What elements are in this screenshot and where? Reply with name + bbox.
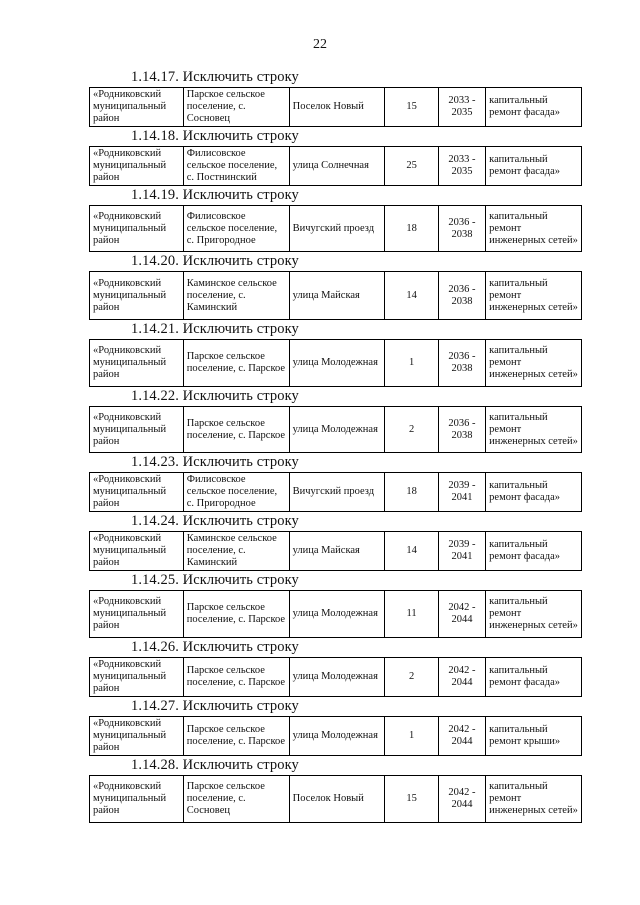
table-row [90, 658, 582, 697]
table-row [90, 272, 582, 320]
entry-block [89, 571, 582, 638]
entry-table [89, 87, 582, 127]
house-number-cell: 11 [385, 591, 438, 638]
entry-table [89, 205, 582, 252]
settlement-cell: Парское сельское поселение, с. Сосновец [183, 88, 289, 127]
period-cell: 2036 - 2038 [438, 272, 485, 320]
street-cell: улица Майская [289, 532, 385, 571]
work-type-cell: капитальный ремонт инженерных сетей» [486, 591, 582, 638]
street-cell: улица Молодежная [289, 591, 385, 638]
district-cell: «Родниковский муниципальный район [90, 473, 184, 512]
period-cell: 2042 - 2044 [438, 717, 485, 756]
entry-block [89, 453, 582, 512]
work-type-cell: капитальный ремонт инженерных сетей» [486, 340, 582, 387]
street-cell: улица Солнечная [289, 147, 385, 186]
work-type-cell: капитальный ремонт фасада» [486, 88, 582, 127]
settlement-cell: Каминское сельское поселение, с. Каминский [183, 532, 289, 571]
entry-block [89, 512, 582, 571]
district-cell: «Родниковский муниципальный район [90, 776, 184, 823]
period-cell: 2036 - 2038 [438, 340, 485, 387]
house-number-cell: 2 [385, 658, 438, 697]
district-cell: «Родниковский муниципальный район [90, 206, 184, 252]
house-number-cell: 18 [385, 473, 438, 512]
entry-heading: 1.14.19. Исключить строку [131, 187, 299, 203]
street-cell: Вичугский проезд [289, 206, 385, 252]
table-row [90, 206, 582, 252]
work-type-cell: капитальный ремонт фасада» [486, 658, 582, 697]
district-cell: «Родниковский муниципальный район [90, 532, 184, 571]
table-row [90, 340, 582, 387]
table-row [90, 717, 582, 756]
entry-table [89, 775, 582, 823]
entry-heading: 1.14.25. Исключить строку [131, 572, 299, 588]
entry-block [89, 320, 582, 387]
document-body [89, 68, 582, 823]
street-cell: улица Молодежная [289, 717, 385, 756]
work-type-cell: капитальный ремонт инженерных сетей» [486, 776, 582, 823]
district-cell: «Родниковский муниципальный район [90, 147, 184, 186]
table-row [90, 591, 582, 638]
settlement-cell: Парское сельское поселение, с. Парское [183, 340, 289, 387]
district-cell: «Родниковский муниципальный район [90, 717, 184, 756]
work-type-cell: капитальный ремонт инженерных сетей» [486, 206, 582, 252]
period-cell: 2033 - 2035 [438, 147, 485, 186]
settlement-cell: Парское сельское поселение, с. Парское [183, 591, 289, 638]
house-number-cell: 2 [385, 407, 438, 453]
street-cell: Поселок Новый [289, 88, 385, 127]
settlement-cell: Каминское сельское поселение, с. Каминский [183, 272, 289, 320]
entry-table [89, 339, 582, 387]
work-type-cell: капитальный ремонт фасада» [486, 473, 582, 512]
house-number-cell: 1 [385, 717, 438, 756]
district-cell: «Родниковский муниципальный район [90, 272, 184, 320]
settlement-cell: Филисовское сельское поселение, с. Постнинский [183, 147, 289, 186]
work-type-cell: капитальный ремонт фасада» [486, 532, 582, 571]
period-cell: 2042 - 2044 [438, 591, 485, 638]
period-cell: 2042 - 2044 [438, 776, 485, 823]
settlement-cell: Филисовское сельское поселение, с. Пригородное [183, 473, 289, 512]
work-type-cell: капитальный ремонт фасада» [486, 147, 582, 186]
entry-heading: 1.14.18. Исключить строку [131, 128, 299, 144]
settlement-cell: Парское сельское поселение, с. Парское [183, 407, 289, 453]
entry-block [89, 186, 582, 252]
district-cell: «Родниковский муниципальный район [90, 88, 184, 127]
house-number-cell: 1 [385, 340, 438, 387]
house-number-cell: 18 [385, 206, 438, 252]
entry-block [89, 756, 582, 823]
table-row [90, 88, 582, 127]
entry-table [89, 271, 582, 320]
entry-table [89, 590, 582, 638]
district-cell: «Родниковский муниципальный район [90, 658, 184, 697]
settlement-cell: Парское сельское поселение, с. Сосновец [183, 776, 289, 823]
entry-heading: 1.14.21. Исключить строку [131, 321, 299, 337]
entry-heading: 1.14.17. Исключить строку [131, 69, 299, 85]
period-cell: 2033 - 2035 [438, 88, 485, 127]
page-number: 22 [313, 37, 327, 52]
table-row [90, 407, 582, 453]
entry-table [89, 531, 582, 571]
work-type-cell: капитальный ремонт крыши» [486, 717, 582, 756]
district-cell: «Родниковский муниципальный район [90, 591, 184, 638]
entry-heading: 1.14.28. Исключить строку [131, 757, 299, 773]
entry-block [89, 638, 582, 697]
entry-block [89, 252, 582, 320]
table-row [90, 532, 582, 571]
entry-table [89, 146, 582, 186]
house-number-cell: 15 [385, 776, 438, 823]
entry-heading: 1.14.20. Исключить строку [131, 253, 299, 269]
work-type-cell: капитальный ремонт инженерных сетей» [486, 407, 582, 453]
street-cell: улица Майская [289, 272, 385, 320]
street-cell: улица Молодежная [289, 340, 385, 387]
settlement-cell: Парское сельское поселение, с. Парское [183, 717, 289, 756]
house-number-cell: 14 [385, 532, 438, 571]
house-number-cell: 14 [385, 272, 438, 320]
entry-heading: 1.14.22. Исключить строку [131, 388, 299, 404]
table-row [90, 776, 582, 823]
street-cell: улица Молодежная [289, 407, 385, 453]
table-row [90, 147, 582, 186]
entry-heading: 1.14.27. Исключить строку [131, 698, 299, 714]
period-cell: 2042 - 2044 [438, 658, 485, 697]
period-cell: 2039 - 2041 [438, 532, 485, 571]
settlement-cell: Филисовское сельское поселение, с. Пригородное [183, 206, 289, 252]
entry-heading: 1.14.23. Исключить строку [131, 454, 299, 470]
period-cell: 2039 - 2041 [438, 473, 485, 512]
entry-block [89, 127, 582, 186]
entry-heading: 1.14.24. Исключить строку [131, 513, 299, 529]
entry-block [89, 387, 582, 453]
entry-block [89, 68, 582, 127]
work-type-cell: капитальный ремонт инженерных сетей» [486, 272, 582, 320]
entry-table [89, 657, 582, 697]
table-row [90, 473, 582, 512]
street-cell: Поселок Новый [289, 776, 385, 823]
entry-heading: 1.14.26. Исключить строку [131, 639, 299, 655]
house-number-cell: 25 [385, 147, 438, 186]
entry-block [89, 697, 582, 756]
settlement-cell: Парское сельское поселение, с. Парское [183, 658, 289, 697]
entry-table [89, 406, 582, 453]
district-cell: «Родниковский муниципальный район [90, 407, 184, 453]
street-cell: Вичугский проезд [289, 473, 385, 512]
house-number-cell: 15 [385, 88, 438, 127]
district-cell: «Родниковский муниципальный район [90, 340, 184, 387]
period-cell: 2036 - 2038 [438, 206, 485, 252]
street-cell: улица Молодежная [289, 658, 385, 697]
entry-table [89, 716, 582, 756]
entry-table [89, 472, 582, 512]
period-cell: 2036 - 2038 [438, 407, 485, 453]
